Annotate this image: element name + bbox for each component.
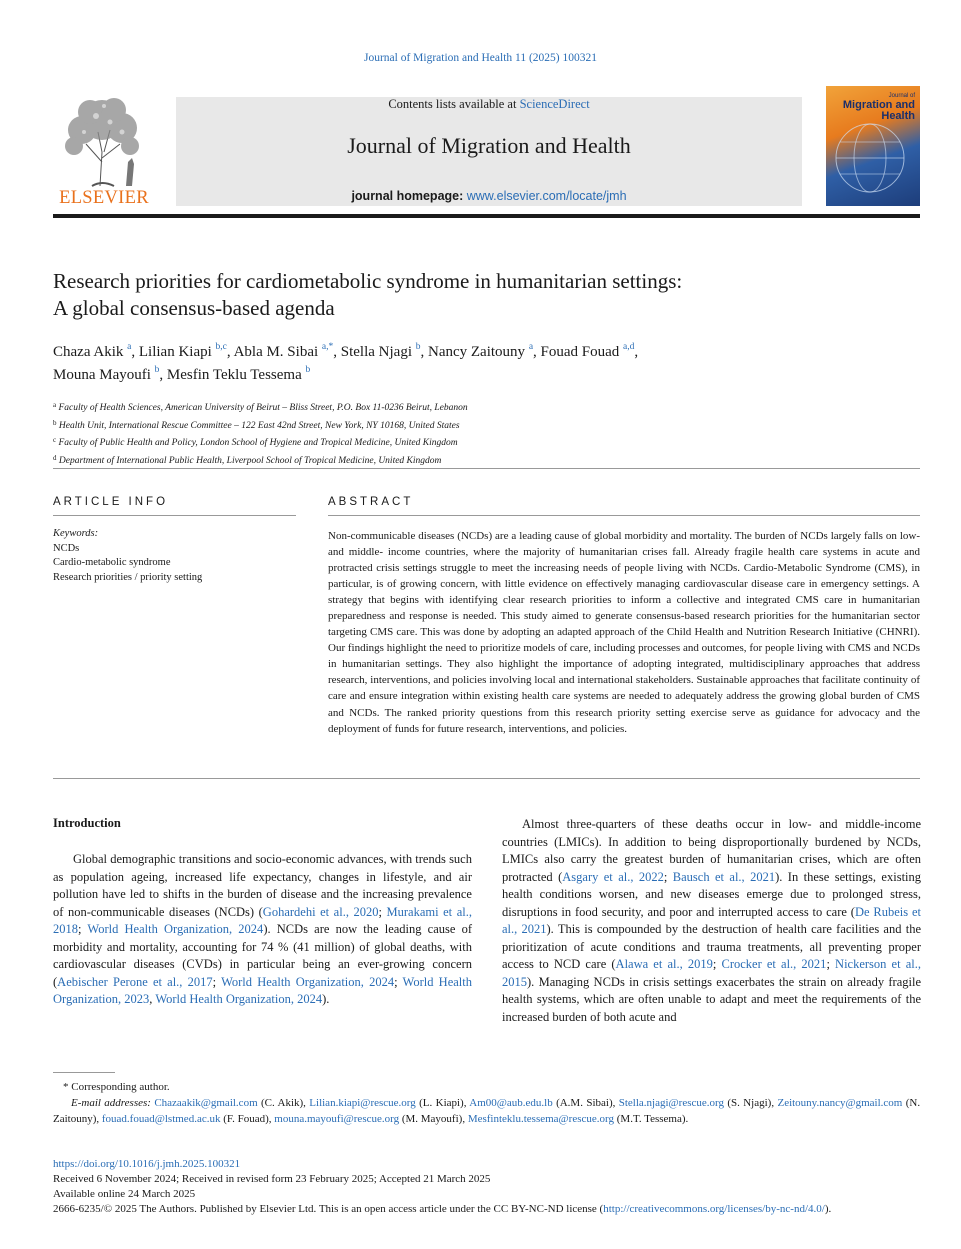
cover-title: [843, 92, 915, 122]
email-link[interactable]: Am00@aub.edu.lb: [469, 1097, 553, 1109]
cover-title-line2: Migration and: [842, 99, 915, 111]
keywords-block: [53, 527, 303, 585]
author[interactable]: Mouna Mayoufi $^b$: [53, 365, 160, 383]
email-link[interactable]: Stella.njagi@rescue.org: [618, 1097, 724, 1109]
citation-link[interactable]: Murakami et al., 2018: [53, 904, 472, 936]
email-link[interactable]: Chazaakik@gmail.com: [154, 1097, 258, 1109]
contents-line: [176, 97, 802, 112]
sciencedirect-link[interactable]: ScienceDirect: [519, 97, 590, 111]
affiliation: $^b$ Health Unit, International Rescue Committee – 122 East 42nd Street, New York, NY 10168, United States: [53, 418, 460, 431]
divider: [328, 515, 920, 516]
title-line-2: A global consensus-based agenda: [53, 296, 335, 320]
keyword: NCDs: [53, 542, 80, 554]
online-date: Available online 24 March 2025: [53, 1188, 196, 1200]
article-title: [53, 268, 913, 322]
journal-reference[interactable]: Journal of Migration and Health 11 (2025) 100321: [363, 52, 598, 64]
abstract-text: Non-communicable diseases (NCDs) are a leading cause of global morbidity and mortality. The burden of NCDs largely falls on low- and middle- income countries, where the majority of humanitarian crises fall. Already fragile health care systems in acute and protracted crisis settings struggle to meet the increasing needs of people living with NCDs. Cardio-Metabolic Syndrome (CMS), in particular, is of growing concern, with little evidence on effectively managing cardiovascular disease care in emergency settings. A strategy that begins with identifying clear research priorities to inform a collective and integrated CMS care in humanitarian preparedness and response is needed. This study aimed to generate consensus-based research priorities for the humanitarian sector targeting CMS care. This was done by adopting an adapted approach of the Child Health and Nutrition Research Initiative (CHNRI). Our findings highlight the need to prioritize models of care, including processes and outcomes, for people living with CMS and NCDs in humanitarian settings. They also highlight the importance of adopting integrated, multidisciplinary approaches that address research, interventions, and policies involving local and international stakeholders. Sustainable approaches that facilitate continuity of care and ensure integration within existing health care systems are needed to adequately address the growing global burden of CMS and NCDs. The ranked priority questions from this research priority setting exercise serve as guidance for advocacy and the deployment of funds for future research, interventions, and policies.: [328, 530, 920, 735]
received-dates: Received 6 November 2024; Received in revised form 23 February 2025; Accepted 21 March 2025: [53, 1173, 491, 1185]
homepage-prefix: journal homepage:: [351, 189, 467, 203]
keyword: Research priorities / priority setting: [53, 571, 203, 583]
author-list: Chaza Akik $^a$, Lilian Kiapi $^{b,c}$, Abla M. Sibai $^{a,*}$, Stella Njagi $^b$, Nancy Zaitouny $^a$, Fouad Fouad $^{a,d}$, Mouna Mayoufi $^b$, Mesfin Teklu Tessema $^b$: [53, 342, 639, 383]
author[interactable]: Stella Njagi $^b$: [340, 342, 421, 360]
footnotes: [53, 1079, 920, 1127]
email-link[interactable]: Zeitouny.nancy@gmail.com: [777, 1097, 903, 1109]
paragraph: Almost three-quarters of these deaths occur in low- and middle-income countries (LMICs). In addition to being disproportionally burdened by NCDs, LMICs also carry the greatest burden of humanitarian crises, which are often protracted (Asgary et al., 2022; Bausch et al., 2021). In these settings, existing health conditions worsen, and new diseases emerge due to prolonged stress, disruptions in food security, and poor and interrupted access to care (De Rubeis et al., 2021). This is compounded by the destruction of health care facilities and the prioritization of acute conditions and trauma treatments, all preventing proper access to NCD care (Alawa et al., 2019; Crocker et al., 2021; Nickerson et al., 2015). Managing NCDs in crisis settings exacerbates the strain on already fragile health systems, which are often unable to adapt and meet the requirements of the increased burden of both acute and: [502, 817, 922, 1024]
body-column-left: [53, 851, 472, 1009]
affiliation: $^a$ Faculty of Health Sciences, American University of Beirut – Bliss Street, P.O. Box 11-0236 Beirut, Lebanon: [53, 401, 468, 413]
citation-link[interactable]: De Rubeis et al., 2021: [502, 904, 921, 936]
journal-cover-thumbnail[interactable]: [826, 86, 920, 206]
body-column-right: [502, 816, 921, 1026]
author[interactable]: Abla M. Sibai $^{a,*}$: [233, 342, 334, 360]
tree-icon: [52, 92, 156, 188]
license-line: 2666-6235/© 2025 The Authors. Published by Elsevier Ltd. This is an open access article under the CC BY-NC-ND license (http://creativecommons.org/licenses/by-nc-nd/4.0/).: [53, 1203, 832, 1215]
author[interactable]: Mesfin Teklu Tessema $^b$: [166, 365, 311, 383]
citation-link[interactable]: Nickerson et al., 2015: [502, 957, 921, 989]
email-link[interactable]: mouna.mayoufi@rescue.org: [274, 1113, 400, 1125]
corresponding-note: * Corresponding author.: [63, 1081, 170, 1093]
email-link[interactable]: fouad.fouad@lstmed.ac.uk: [101, 1113, 221, 1125]
keyword: Cardio-metabolic syndrome: [53, 557, 171, 568]
introduction-heading: Introduction: [53, 816, 121, 830]
email-list: E-mail addresses: Chazaakik@gmail.com (C. Akik), Lilian.kiapi@rescue.org (L. Kiapi), Am00@aub.edu.lb (A.M. Sibai), Stella.njagi@rescue.org (S. Njagi), Zeitouny.nancy@gmail.com (N. Zaitouny), fouad.fouad@lstmed.ac.uk (F. Fouad), mouna.mayoufi@rescue.org (M. Mayoufi), Mesfinteklu.tessema@rescue.org (M.T. Tessema).: [53, 1097, 921, 1125]
doi-link[interactable]: https://doi.org/10.1016/j.jmh.2025.100321: [53, 1158, 241, 1170]
title-line-1: Research priorities for cardiometabolic syndrome in humanitarian settings:: [53, 269, 683, 293]
footnote-rule: [53, 1072, 115, 1073]
cover-title-line1: Journal of: [888, 93, 915, 99]
citation-link[interactable]: World Health Organization, 2024: [221, 974, 395, 989]
affiliations: [53, 398, 913, 468]
journal-homepage: [176, 189, 802, 203]
divider: [53, 778, 920, 779]
contents-prefix: Contents lists available at: [388, 97, 520, 111]
citation-link[interactable]: World Health Organization, 2024: [155, 992, 323, 1006]
citation-link[interactable]: World Health Organization, 2024: [87, 922, 264, 936]
keywords-label: Keywords:: [53, 528, 99, 539]
author[interactable]: Fouad Fouad $^{a,d}$: [540, 342, 635, 360]
author[interactable]: Lilian Kiapi $^{b,c}$: [138, 342, 227, 360]
citation-link[interactable]: Bausch et al., 2021: [672, 869, 776, 884]
cover-title-line3: Health: [881, 110, 915, 122]
abstract-heading: ABSTRACT: [328, 496, 414, 508]
paragraph: Global demographic transitions and socio-economic advances, with trends such as population ageing, increased life expectancy, changes in lifestyle, and air pollution have led to shifts in the burden of disease and the increasing prevalence of non-communicable diseases (NCDs) (Gohardehi et al., 2020; Murakami et al., 2018; World Health Organization, 2024). NCDs are now the leading cause of morbidity and mortality, accounting for 74 % (41 million) of global deaths, with cardiovascular diseases (CVDs) in particular being an ever-growing concern (Aebischer Perone et al., 2017; World Health Organization, 2024; World Health Organization, 2023, World Health Organization, 2024).: [53, 852, 473, 1006]
author[interactable]: Nancy Zaitouny $^a$: [428, 342, 534, 360]
publisher-wordmark: ELSEVIER: [59, 188, 149, 208]
affiliation: $^d$ Department of International Public Health, Liverpool School of Tropical Medicine, United Kingdom: [53, 453, 442, 466]
article-info-heading: ARTICLE INFO: [53, 496, 169, 508]
citation-link[interactable]: Gohardehi et al., 2020: [262, 904, 379, 919]
email-link[interactable]: Mesfinteklu.tessema@rescue.org: [467, 1113, 614, 1125]
homepage-link[interactable]: www.elsevier.com/locate/jmh: [466, 189, 627, 203]
divider: [53, 515, 296, 516]
journal-title: Journal of Migration and Health: [347, 133, 631, 158]
citation-link[interactable]: Alawa et al., 2019: [615, 957, 713, 971]
divider: [53, 468, 920, 469]
email-label: E-mail addresses:: [71, 1097, 151, 1109]
author[interactable]: Chaza Akik $^a$: [53, 342, 132, 360]
header-rule: [53, 214, 920, 218]
article-footer: [53, 1157, 920, 1217]
citation-link[interactable]: Crocker et al., 2021: [721, 957, 827, 971]
citation-link[interactable]: Asgary et al., 2022: [562, 869, 664, 884]
citation-link[interactable]: World Health Organization, 2023: [53, 974, 472, 1006]
citation-link[interactable]: Aebischer Perone et al., 2017: [57, 974, 213, 989]
email-link[interactable]: Lilian.kiapi@rescue.org: [309, 1097, 416, 1109]
affiliation: $^c$ Faculty of Public Health and Policy, London School of Hygiene and Tropical Medicine, United Kingdom: [53, 436, 458, 448]
license-link[interactable]: http://creativecommons.org/licenses/by-nc-nd/4.0/: [603, 1203, 825, 1215]
